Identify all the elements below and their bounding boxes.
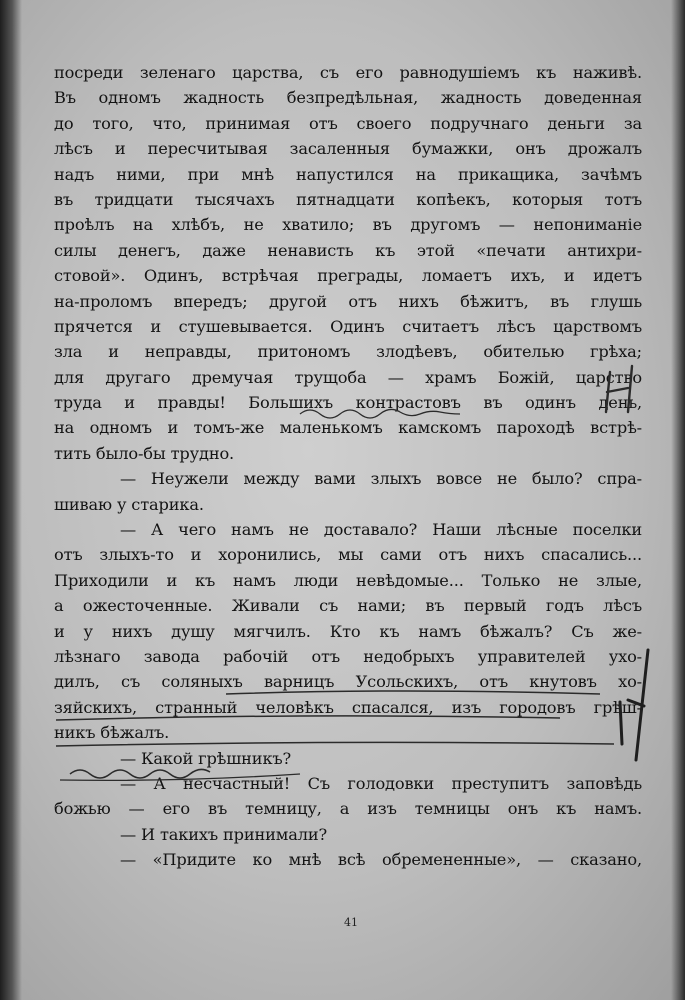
text-line: труда и правды! Большихъ контрастовъ въ одинъ день, bbox=[54, 393, 642, 413]
text-line: зла и неправды, притономъ злодѣевъ, обителью грѣха; bbox=[54, 342, 642, 362]
scan-edge-left bbox=[0, 0, 22, 1000]
text-line: надъ ними, при мнѣ напустился на прикащика, зачѣмъ bbox=[54, 164, 642, 184]
text-line: шиваю у старика. bbox=[54, 494, 204, 514]
text-line: и у нихъ душу мягчилъ. Кто къ намъ бѣжалъ? Съ же- bbox=[54, 621, 642, 641]
text-line: никъ бѣжалъ. bbox=[54, 723, 170, 743]
text-line: на-проломъ впередъ; другой отъ нихъ бѣжитъ, въ глушь bbox=[54, 291, 642, 311]
text-line: — «Придите ко мнѣ всѣ обремененные», — сказано, bbox=[120, 850, 642, 870]
text-line: на одномъ и томъ-же маленькомъ камскомъ пароходѣ встрѣ- bbox=[54, 418, 642, 438]
text-line: лѣзнаго завода рабочій отъ недобрыхъ управителей ухо- bbox=[54, 646, 642, 666]
text-line: силы денегъ, даже ненависть къ этой «печати антихри- bbox=[54, 240, 642, 260]
text-line: Приходили и къ намъ люди невѣдомые... Только не злые, bbox=[54, 570, 642, 590]
text-line: стовой». Одинъ, встрѣчая преграды, ломаетъ ихъ, и идетъ bbox=[54, 266, 642, 286]
text-line: — А чего намъ не доставало? Наши лѣсные поселки bbox=[120, 520, 642, 540]
text-line: божью — его въ темницу, а изъ темницы онъ къ намъ. bbox=[54, 799, 642, 819]
text-line: отъ злыхъ-то и хоронились, мы сами отъ нихъ спасались... bbox=[54, 545, 642, 565]
text-line: лѣсъ и пересчитывая засаленныя бумажки, онъ дрожалъ bbox=[54, 139, 642, 159]
text-line: въ тридцати тысячахъ пятнадцати копѣекъ, которыя тотъ bbox=[54, 189, 642, 209]
text-line: для другаго дремучая трущоба — храмъ Божій, царство bbox=[54, 367, 642, 387]
text-line: — Какой грѣшникъ? bbox=[120, 748, 292, 768]
text-line: проѣлъ на хлѣбъ, не хватило; въ другомъ — непониманіе bbox=[54, 215, 642, 235]
text-line: посреди зеленаго царства, съ его равнодушіемъ къ наживѣ. bbox=[54, 63, 642, 82]
text-line: а ожесточенные. Живали съ нами; въ первый годъ лѣсъ bbox=[54, 596, 642, 616]
text-line: до того, что, принимая отъ своего подручнаго деньги за bbox=[54, 113, 642, 133]
text-line: зяйскихъ, странный человѣкъ спасался, изъ городовъ грѣш- bbox=[54, 697, 642, 717]
page-number: 41 bbox=[344, 916, 358, 929]
text-line: — И такихъ принимали? bbox=[120, 824, 328, 844]
text-line: тить было-бы трудно. bbox=[54, 443, 235, 463]
text-line: — А несчастный! Съ голодовки преступитъ заповѣдь bbox=[120, 773, 642, 793]
text-line: прячется и стушевывается. Одинъ считаетъ лѣсъ царствомъ bbox=[54, 316, 642, 336]
page-body-text bbox=[54, 60, 642, 873]
text-line: дилъ, съ соляныхъ варницъ Усольскихъ, отъ кнутовъ хо- bbox=[54, 672, 642, 692]
scan-edge-right bbox=[671, 0, 685, 1000]
text-line: — Неужели между вами злыхъ вовсе не было? спра- bbox=[120, 469, 642, 489]
text-line: Въ одномъ жадность безпредѣльная, жадность доведенная bbox=[54, 88, 642, 108]
